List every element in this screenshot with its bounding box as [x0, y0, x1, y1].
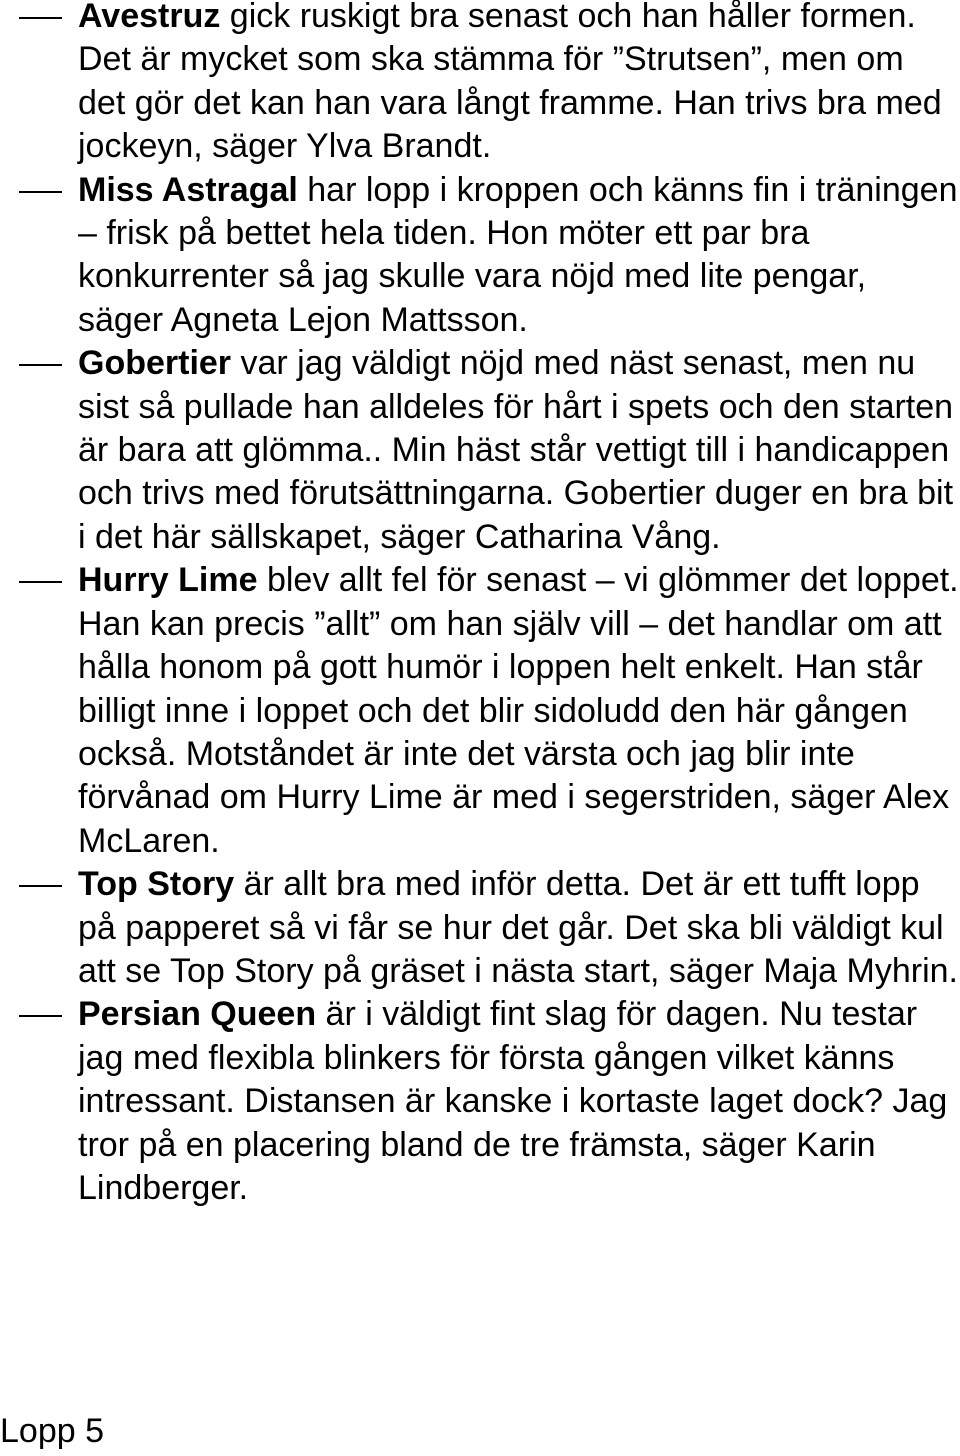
entry-text — [78, 0, 960, 169]
dash-bullet — [19, 581, 62, 583]
horse-name: Persian Queen — [78, 995, 317, 1034]
list-item — [0, 0, 960, 169]
entry-text — [78, 863, 960, 993]
dash-bullet — [19, 1015, 62, 1017]
horse-comment: är allt bra med inför detta. Det är ett tufft lopp på papperet så vi får se hur det går. Det ska bli väldigt kul att se Top Story på gräset i nästa start, säger Maja Myhrin. — [78, 865, 958, 990]
list-item — [0, 169, 960, 343]
horse-comment: gick ruskigt bra senast och han håller formen. Det är mycket som ska stämma för ”Strutsen”, men om det gör det kan han vara långt framme. Han trivs bra med jockeyn, säger Ylva Brandt. — [78, 0, 942, 166]
dash-bullet — [19, 191, 62, 193]
horse-comment: var jag väldigt nöjd med näst senast, men nu sist så pullade han alldeles för hårt i spets och den starten är bara att glömma.. Min häst står vettigt till i handicappen och trivs med förutsättningarna. Gobertier duger en bra bit i det här sällskapet, säger Catharina Vång. — [78, 344, 954, 556]
dash-bullet — [19, 17, 62, 19]
horse-name: Miss Astragal — [78, 170, 298, 209]
horse-name: Gobertier — [78, 344, 232, 383]
race-label: Lopp 5 — [0, 1412, 104, 1450]
horse-name: Top Story — [78, 865, 235, 904]
entry-text — [78, 993, 960, 1210]
horse-comment: är i väldigt fint slag för dagen. Nu testar jag med flexibla blinkers för första gången vilket känns intressant. Distansen är kanske i kortaste laget dock? Jag tror på en placering bland de tre främsta, säger Karin Lindberger. — [78, 995, 948, 1207]
entry-text — [78, 342, 960, 559]
horse-comment: blev allt fel för senast – vi glömmer det loppet. Han kan precis ”allt” om han själv vill – det handlar om att hålla honom på gott humör i loppen helt enkelt. Han står billigt inne i loppet och det blir sidoludd den här gången också. Motståndet är inte det värsta och jag blir inte förvånad om Hurry Lime är med i segerstriden, säger Alex McLaren. — [78, 561, 959, 860]
horse-name: Avestruz — [78, 0, 221, 35]
dash-bullet — [19, 885, 62, 887]
entry-text — [78, 559, 960, 863]
list-item — [0, 993, 960, 1210]
dash-bullet — [19, 364, 62, 366]
horse-comment: har lopp i kroppen och känns fin i träningen – frisk på bettet hela tiden. Hon möter ett par bra konkurrenter så jag skulle vara nöjd med lite pengar, säger Agneta Lejon Mattsson. — [78, 170, 958, 339]
list-item — [0, 559, 960, 863]
list-item — [0, 342, 960, 559]
entry-text — [78, 169, 960, 343]
horse-name: Hurry Lime — [78, 561, 258, 600]
list-item — [0, 863, 960, 993]
